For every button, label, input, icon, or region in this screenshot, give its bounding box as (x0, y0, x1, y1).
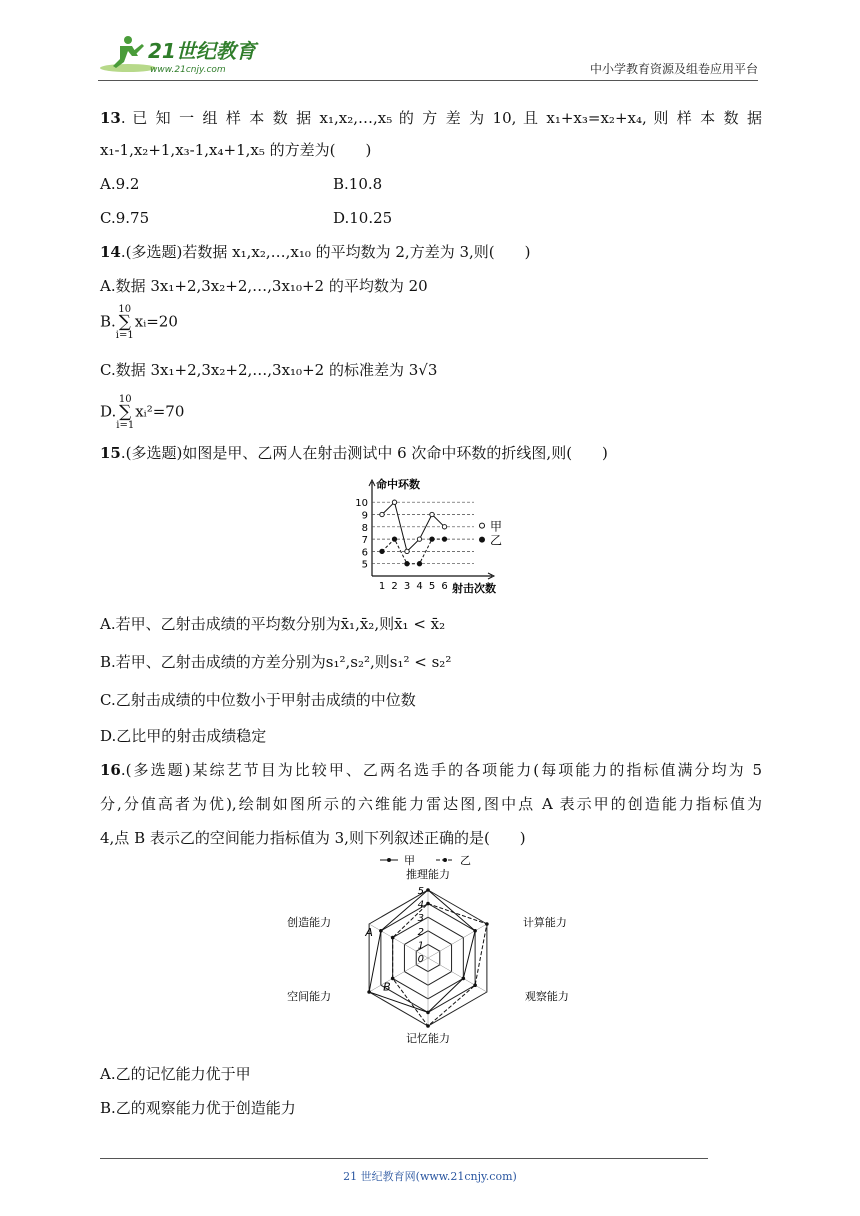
y-tick-label: 10 (355, 498, 368, 510)
data-point (392, 537, 396, 541)
q16-line2: 分,分值高者为优),绘制如图所示的六维能力雷达图,图中点 A 表示甲的创造能力指标值为 (100, 795, 762, 813)
data-point (380, 549, 384, 553)
data-point (442, 537, 446, 541)
x-tick-label: 3 (403, 581, 411, 592)
y-tick-label: 9 (361, 510, 368, 522)
legend-label: 乙 (490, 533, 503, 548)
radar-axis-label: 计算能力 (522, 916, 567, 929)
radar-scale-label: 0 (417, 954, 424, 965)
footer-text: 21 世纪教育网(www.21cnjy.com) (343, 1170, 517, 1183)
sum-symbol: 10 ∑ i=1 (116, 394, 135, 431)
legend-label: 乙 (460, 854, 471, 867)
x-tick-label: 1 (378, 581, 386, 592)
page-header (98, 32, 758, 80)
radar-point (462, 977, 466, 981)
q13-option-b[interactable]: B.10.8 (333, 175, 383, 193)
radar-scale-label: 1 (417, 940, 424, 952)
q16-line3: 4,点 B 表示乙的空间能力指标值为 3,则下列叙述正确的是( ) (100, 829, 526, 847)
x-tick-label: 5 (428, 581, 436, 592)
radar-axis-label: 观察能力 (524, 990, 569, 1003)
radar-point (426, 1024, 430, 1028)
q15-option-b[interactable]: B.若甲、乙射击成绩的方差分别为s₁²,s₂²,则s₁² < s₂² (100, 653, 452, 671)
x-tick-label: 4 (416, 581, 423, 592)
data-point (430, 512, 434, 516)
annotation-a: A (365, 925, 373, 939)
q14-option-b[interactable]: B.10 ∑ i=1xᵢ=20 (100, 304, 178, 341)
radar-point (485, 922, 489, 926)
radar-axis-label: 记忆能力 (406, 1032, 450, 1045)
radar-axis-label: 推理能力 (406, 868, 450, 881)
data-point (417, 537, 421, 541)
radar-scale-label: 2 (417, 926, 424, 938)
data-point (405, 562, 409, 566)
radar-spoke (428, 924, 487, 958)
logo-21cnjy (98, 32, 268, 78)
q14-option-c[interactable]: C.数据 3x₁+2,3x₂+2,…,3x₁₀+2 的标准差为 3√3 (100, 361, 438, 379)
legend-label: 甲 (490, 519, 503, 534)
radar-point (473, 929, 477, 933)
radar-point (426, 1011, 430, 1015)
q15-option-a[interactable]: A.若甲、乙射击成绩的平均数分别为x̄₁,x̄₂,则x̄₁ < x̄₂ (100, 615, 446, 633)
data-point (430, 537, 434, 541)
ability-radar-chart (287, 852, 569, 1052)
radar-scale-label: 3 (417, 913, 424, 925)
legend-marker (480, 523, 485, 528)
data-point (417, 562, 421, 566)
q14-option-a[interactable]: A.数据 3x₁+2,3x₂+2,…,3x₁₀+2 的平均数为 20 (100, 277, 428, 295)
annotation-b: B (383, 980, 391, 994)
legend-marker (480, 537, 485, 542)
svg-text:www.21cnjy.com: www.21cnjy.com (150, 65, 226, 75)
legend-marker (387, 858, 391, 862)
q16-option-b[interactable]: B.乙的观察能力优于创造能力 (100, 1099, 296, 1117)
platform-name: 中小学教育资源及组卷应用平台 (589, 62, 758, 76)
footer-rule (100, 1158, 708, 1159)
y-tick-label: 6 (361, 547, 368, 559)
q13-options-cd (100, 208, 393, 228)
radar-point (426, 888, 430, 892)
q15-stem: 15.(多选题)如图是甲、乙两人在射击测试中 6 次命中环数的折线图,则( ) (100, 444, 608, 462)
radar-point (367, 990, 371, 994)
q13-option-c[interactable]: C.9.75 (100, 209, 150, 227)
data-point (380, 512, 384, 516)
legend-label: 甲 (404, 854, 415, 867)
q13-options-ab (100, 174, 383, 194)
q14-stem: 14.(多选题)若数据 x₁,x₂,…,x₁₀ 的平均数为 2,方差为 3,则( ) (100, 243, 531, 261)
svg-text:21世纪教育: 21世纪教育 (148, 39, 256, 63)
radar-point (473, 983, 477, 987)
y-tick-label: 8 (361, 522, 368, 534)
data-point (405, 549, 409, 553)
q13-line2: x₁-1,x₂+1,x₃-1,x₄+1,x₅ 的方差为( ) (100, 141, 372, 159)
radar-point (379, 929, 383, 933)
y-tick-label: 7 (361, 535, 368, 547)
q13-line1: 13. 已 知 一 组 样 本 数 据 x₁,x₂,…,x₅ 的 方 差 为 10, 且 x₁+x₃=x₂+x₄, 则 样 本 数 据 (100, 109, 762, 127)
q16-line1: 16.(多选题)某综艺节目为比较甲、乙两名选手的各项能力(每项能力的指标值满分均为 5 (100, 761, 762, 779)
q15-option-c[interactable]: C.乙射击成绩的中位数小于甲射击成绩的中位数 (100, 691, 416, 709)
q16-option-a[interactable]: A.乙的记忆能力优于甲 (100, 1065, 251, 1083)
radar-spoke (428, 958, 487, 992)
q13-option-d[interactable]: D.10.25 (333, 209, 393, 227)
radar-scale-label: 5 (417, 886, 424, 897)
x-axis-label: 射击次数 (452, 582, 496, 595)
q15-option-d[interactable]: D.乙比甲的射击成绩稳定 (100, 727, 267, 745)
x-tick-label: 6 (441, 581, 448, 592)
radar-point (391, 936, 395, 940)
shooting-line-chart (338, 474, 518, 598)
radar-point (391, 977, 395, 981)
q14-option-d[interactable]: D.10 ∑ i=1xᵢ²=70 (100, 394, 185, 431)
sum-symbol: 10 ∑ i=1 (115, 304, 134, 341)
y-axis-label: 命中环数 (376, 478, 420, 491)
radar-scale-label: 4 (417, 899, 424, 911)
data-point (442, 525, 446, 529)
data-point (392, 500, 396, 504)
legend-marker (443, 858, 447, 862)
x-tick-label: 2 (391, 581, 398, 592)
y-tick-label: 5 (361, 559, 368, 571)
radar-axis-label: 创造能力 (287, 916, 332, 929)
header-rule (98, 80, 758, 81)
radar-axis-label: 空间能力 (287, 990, 332, 1003)
q13-option-a[interactable]: A.9.2 (100, 175, 140, 193)
radar-point (426, 902, 430, 906)
